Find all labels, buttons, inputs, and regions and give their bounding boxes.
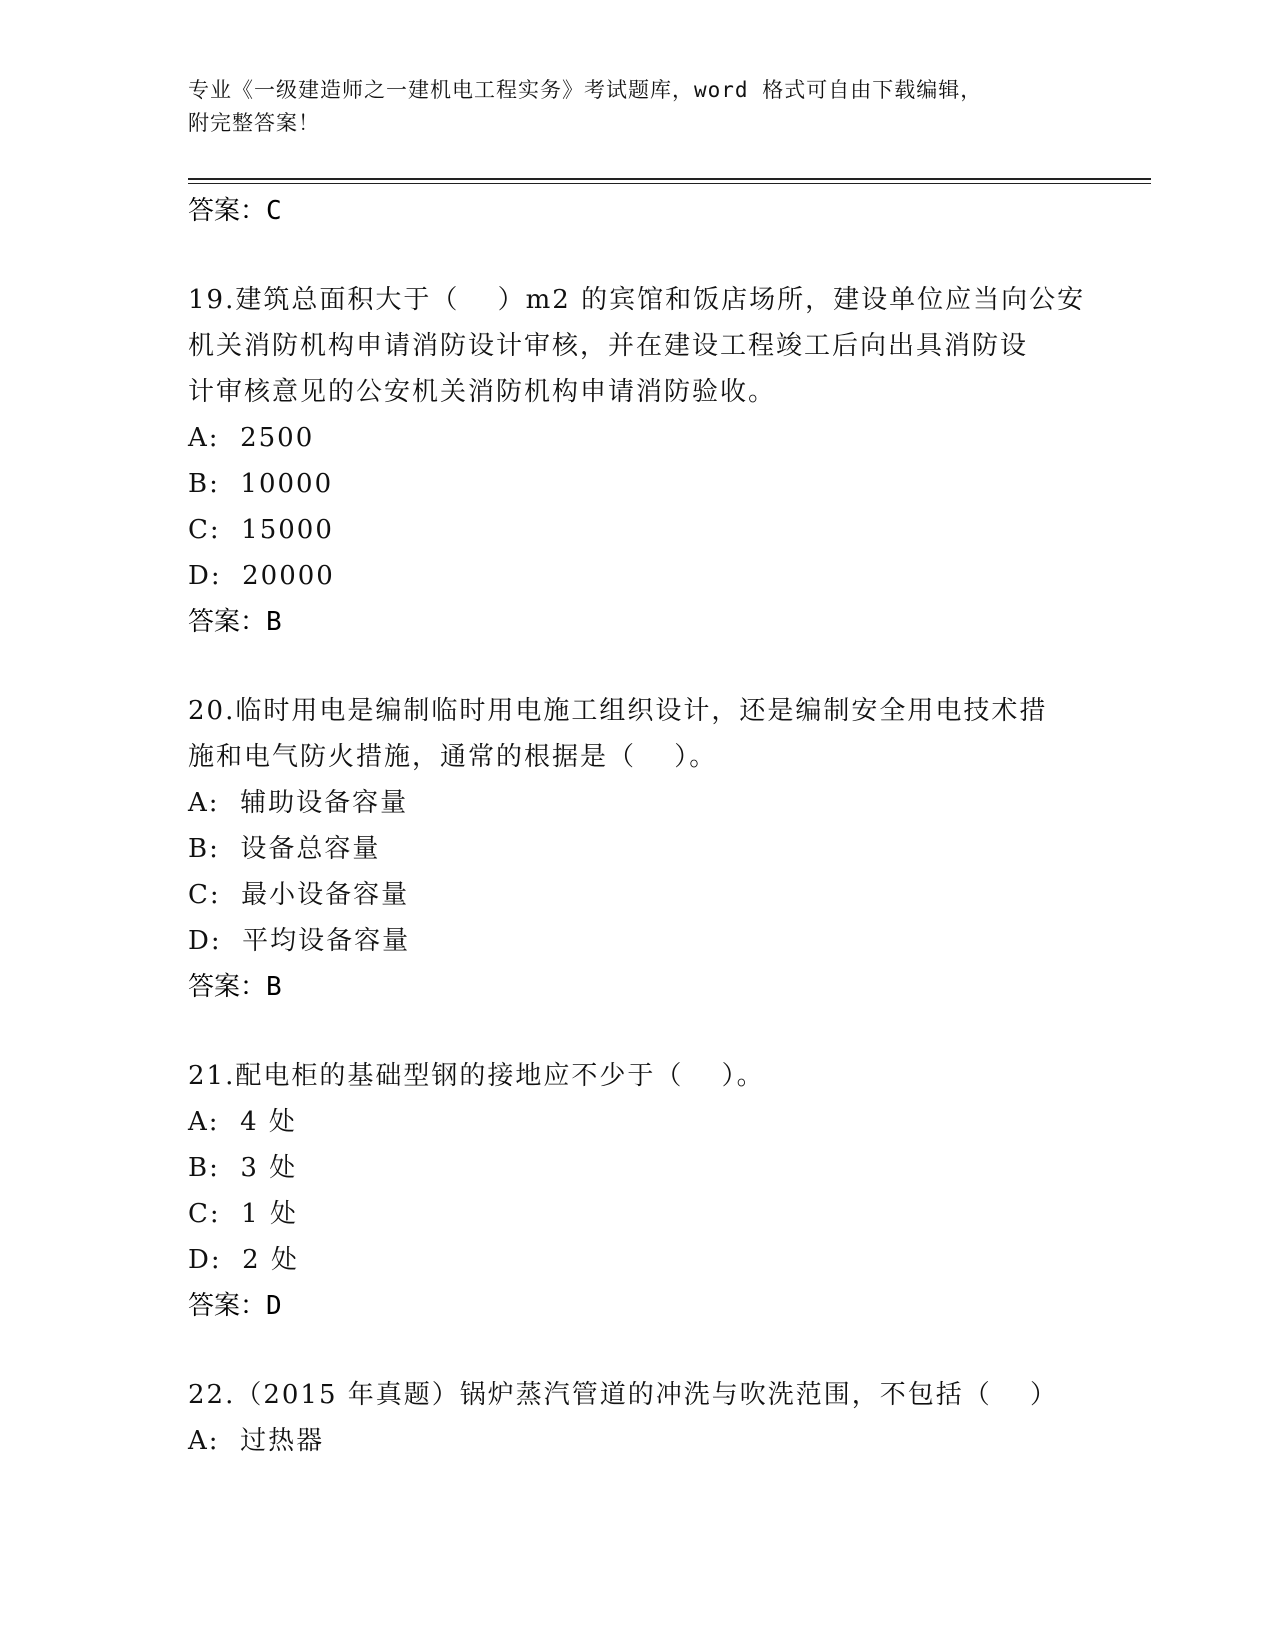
answer-prev: 答案：C (188, 196, 282, 226)
option-b: B: 10000 (188, 469, 334, 499)
question-text-line: 20.临时用电是编制临时用电施工组织设计，还是编制安全用电技术措 (188, 696, 1048, 726)
spacer (188, 645, 1088, 688)
option-a: A: 过热器 (188, 1426, 325, 1456)
spacer (188, 1010, 1088, 1053)
header-line-2: 附完整答案！ (188, 111, 320, 135)
option-a: A: 2500 (188, 423, 315, 453)
option-c: C: 最小设备容量 (188, 880, 410, 910)
question-text-line: 21.配电柜的基础型钢的接地应不少于（ ）。 (188, 1061, 765, 1091)
spacer (188, 234, 1088, 277)
question-text-line: 计审核意见的公安机关消防机构申请消防验收。 (188, 377, 777, 407)
question-text-line: 19.建筑总面积大于（ ）m2 的宾馆和饭店场所，建设单位应当向公安 (188, 285, 1086, 315)
header-rule-thick (188, 178, 1151, 180)
option-c: C: 1 处 (188, 1199, 298, 1229)
page-header (188, 74, 1068, 140)
header-line-1: 专业《一级建造师之一建机电工程实务》考试题库，word 格式可自由下载编辑， (188, 78, 983, 102)
question-text-line: 机关消防机构申请消防设计审核，并在建设工程竣工后向出具消防设 (188, 331, 1029, 361)
question-block-20 (188, 688, 1088, 1010)
option-a: A: 4 处 (188, 1107, 297, 1137)
spacer (188, 1329, 1088, 1372)
option-a: A: 辅助设备容量 (188, 788, 409, 818)
question-text-line: 22.（2015 年真题）锅炉蒸汽管道的冲洗与吹洗范围，不包括（ ） (188, 1380, 1059, 1410)
answer-line: 答案：B (188, 607, 282, 637)
option-d: D: 20000 (188, 561, 335, 591)
question-list (188, 188, 1088, 1464)
question-block-21 (188, 1053, 1088, 1329)
answer-line: 答案：D (188, 1291, 282, 1321)
question-block-19 (188, 277, 1088, 645)
option-b: B: 3 处 (188, 1153, 298, 1183)
header-rule-thin (188, 183, 1151, 184)
option-d: D: 平均设备容量 (188, 926, 411, 956)
option-c: C: 15000 (188, 515, 334, 545)
option-b: B: 设备总容量 (188, 834, 381, 864)
option-d: D: 2 处 (188, 1245, 299, 1275)
question-text-line: 施和电气防火措施，通常的根据是（ ）。 (188, 742, 718, 772)
question-block-22 (188, 1372, 1088, 1464)
answer-line: 答案：B (188, 972, 282, 1002)
